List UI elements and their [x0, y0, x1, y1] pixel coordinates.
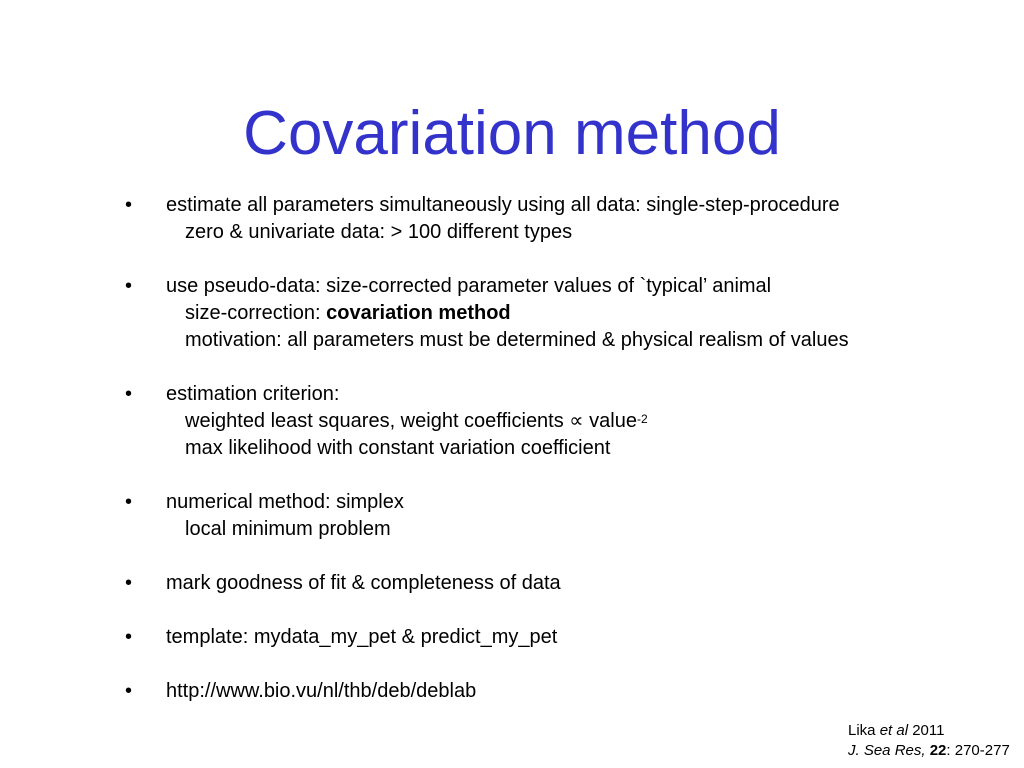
- bullet-dot-icon: •: [125, 275, 133, 297]
- bullet-subtext: local minimum problem: [185, 518, 391, 540]
- bullet-link-text: http://www.bio.vu/nl/thb/deb/deblab: [166, 680, 477, 702]
- value-text: value: [583, 410, 637, 432]
- bullet-dot-icon: •: [125, 383, 133, 405]
- bullet-item: [125, 192, 1005, 246]
- citation-line-2: [848, 741, 1018, 761]
- weighted-least-squares-text: weighted least squares, weight coefficients: [185, 410, 570, 432]
- bullet-item: [125, 273, 1005, 354]
- bullet-text: template: mydata_my_pet & predict_my_pet: [166, 626, 558, 648]
- bullet-subtext: zero & univariate data: > 100 different types: [185, 221, 573, 243]
- bullet-dot-icon: •: [125, 194, 133, 216]
- bullet-text: numerical method: simplex: [166, 491, 404, 513]
- proportional-symbol-icon: ∝: [569, 410, 584, 432]
- citation-journal: J. Sea Res,: [848, 742, 926, 759]
- bullet-text: estimation criterion:: [166, 383, 340, 405]
- citation-year: 2011: [908, 722, 945, 739]
- bullet-subtext: [185, 300, 1005, 327]
- bullet-text: mark goodness of fit & completeness of data: [166, 572, 561, 594]
- bullet-list: [125, 192, 1005, 732]
- bullet-subtext: motivation: all parameters must be determined & physical realism of values: [185, 329, 849, 351]
- citation-pages: : 270-277: [946, 742, 1010, 759]
- bullet-dot-icon: •: [125, 680, 133, 702]
- citation-etal: et al: [879, 722, 909, 739]
- bullet-subtext: max likelihood with constant variation coefficient: [185, 437, 611, 459]
- bullet-item: [125, 570, 1005, 597]
- bullet-dot-icon: •: [125, 626, 133, 648]
- bullet-item: [125, 624, 1005, 651]
- bullet-item: [125, 489, 1005, 543]
- covariation-method-bold: covariation method: [326, 302, 511, 324]
- citation-line-1: [848, 721, 1018, 741]
- size-correction-label: size-correction:: [185, 302, 327, 324]
- citation-volume: 22: [929, 742, 947, 759]
- bullet-item: [125, 678, 1005, 705]
- bullet-dot-icon: •: [125, 491, 133, 513]
- citation: [818, 721, 1018, 761]
- bullet-item: [125, 381, 1005, 462]
- bullet-dot-icon: •: [125, 572, 133, 594]
- slide-title: Covariation method: [243, 99, 781, 168]
- exponent: -2: [636, 412, 648, 426]
- bullet-text: estimate all parameters simultaneously using all data: single-step-procedure: [166, 194, 840, 216]
- citation-author: Lika: [848, 722, 880, 739]
- bullet-text: use pseudo-data: size-corrected parameter values of `typical’ animal: [166, 275, 772, 297]
- bullet-subtext: [185, 408, 1005, 435]
